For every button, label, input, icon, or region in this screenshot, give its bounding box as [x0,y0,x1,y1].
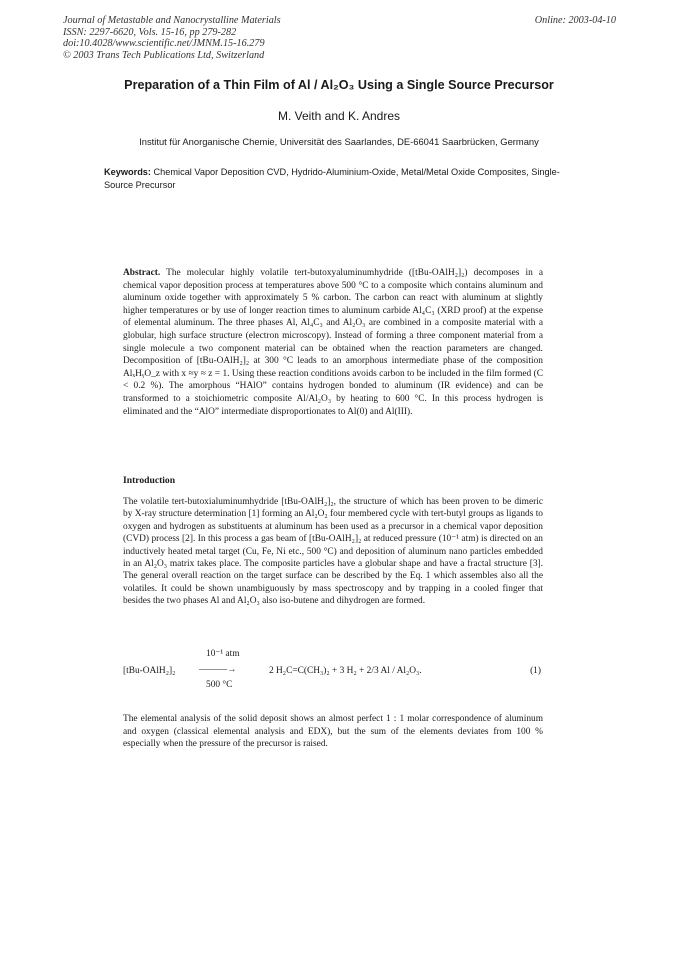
equation-number: (1) [530,666,541,676]
paper-authors: M. Veith and K. Andres [277,109,401,123]
abstract-text: The molecular highly volatile tert-butoxyaluminumhydride ([tBu-OAlH₂]₂) decomposes in a chemical vapor deposition process at temperatures above 500 °C to a composite which contains aluminum and aluminum oxide together with approximately 5 % carbon. The carbon can react with aluminum at slightly higher temperatures or by use of longer reaction times to aluminum carbide Al₄C₃ (XRD proof) at the expense of elemental aluminum. The three phases Al, Al₄C₃ and Al₂O₃ are combined in a composite material with a globular, high surface structure (electron microscopy). Instead of forming a three component material from a single molecule a two component material can be obtained when the reaction parameters are changed. Decomposition of [tBu-OAlH₂]₂ at 300 °C leads to an amorphous intermediate phase of the composition AlₓHᵧO_z with x ≈y ≈ z = 1. Using these reaction conditions avoids carbon to be included in the film formed (C < 0.2 %). The amorphous “HAlO” contains hydrogen bonded to aluminum (IR evidence) and can be transformed to a stoichiometric composite Al/Al₂O₃ by heating to 600 °C. In this process hydrogen is eliminated and the “AlO” intermediate disproportionates to Al(0) and Al(III). [123,268,543,417]
online-date: Online: 2003-04-10 [534,15,616,26]
introduction-paragraph-2: The elemental analysis of the solid deposit shows an almost perfect 1 : 1 molar correspondence of aluminum and oxygen (classical elemental analysis and EDX), but the sum of the elements deviates from 100 % especially when the pressure of the precursor is raised. [123,714,543,750]
equation-rhs: 2 H₂C=C(CH₃)₂ + 3 H₂ + 2/3 Al / Al₂O₃. [269,666,422,676]
introduction-heading: Introduction [123,475,176,486]
abstract-label: Abstract. [123,268,161,278]
paper-title: Preparation of a Thin Film of Al / Al₂O₃ Using a Single Source Precursor [124,78,554,92]
journal-doi: doi:10.4028/www.scientific.net/JMNM.15-16.279 [63,38,265,50]
equation-lhs: [tBu-OAlH₂]₂ [123,666,176,676]
journal-copyright: © 2003 Trans Tech Publications Ltd, Switzerland [63,49,265,61]
keywords-label: Keywords: [104,167,151,177]
journal-issn: ISSN: 2297-6620, Vols. 15-16, pp 279-282 [63,26,237,38]
keywords-text: Chemical Vapor Deposition CVD, Hydrido-Aluminium-Oxide, Metal/Metal Oxide Composites, Single-Source Precursor [104,167,560,190]
journal-name: Journal of Metastable and Nanocrystalline Materials [63,15,281,26]
equation-arrow: ———→ [199,665,237,675]
equation-1 [123,648,543,696]
introduction-paragraph-1: The volatile tert-butoxialuminumhydride [tBu-OAlH₂]₂, the structure of which has been proven to be dimeric by X-ray structure determination [1] forming an Al₂O₂ four membered cycle with tert-butyl groups as ligands to oxygen and hydrogen as substituents at aluminum has been used as a precursor in a chemical vapor deposition (CVD) process [2]. In this process a gas beam of [tBu-OAlH₂]₂ at reduced pressure (10⁻¹ atm) is directed on an inductively heated metal target (Cu, Fe, Ni etc., 500 °C) and deposition of aluminum nano particles embedded in an Al₂O₃ matrix takes place. The composite particles have a globular shape and have a fractal structure [3]. The general overall reaction on the target surface can be described by the Eq. 1 which assembles also all the volatiles. It could be shown unambiguously by mass spectroscopy and by trapping in a cooled finger that besides the two phases Al and Al₂O₃ also iso-butene and dihydrogen are formed. [123,497,543,607]
equation-above-arrow: 10⁻¹ atm [206,649,240,659]
keywords [104,166,566,191]
equation-below-arrow: 500 °C [206,680,233,690]
paper-affiliation: Institut für Anorganische Chemie, Universität des Saarlandes, DE-66041 Saarbrücken, Germany [139,136,539,147]
abstract [123,267,543,418]
journal-header [63,15,281,61]
